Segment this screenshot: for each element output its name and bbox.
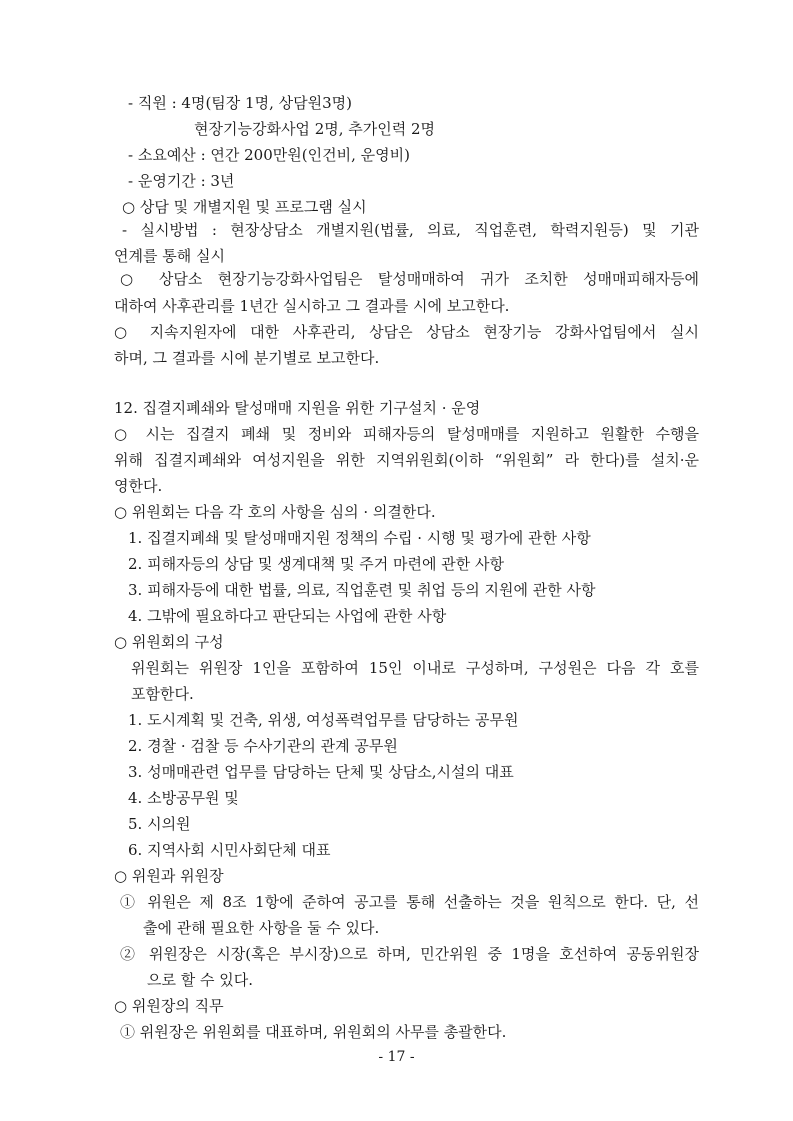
text-line: ○ 상담 및 개별지원 및 프로그램 실시 (122, 198, 367, 216)
list-item: 4. 그밖에 필요하다고 판단되는 사업에 관한 사항 (128, 607, 447, 625)
list-item: 3. 피해자등에 대한 법률, 의료, 직업훈련 및 취업 등의 지원에 관한 사항 (128, 581, 596, 599)
text-line: - 소요예산 : 연간 200만원(인건비, 운영비) (128, 146, 410, 164)
text-line: ○ 위원회의 구성 (114, 633, 224, 651)
text-line: 대하여 사후관리를 1년간 실시하고 그 결과를 시에 보고한다. (114, 297, 510, 315)
text-line: 영한다. (114, 477, 163, 495)
text-line: 으로 할 수 있다. (147, 971, 254, 989)
text-line: 위원회는 위원장 1인을 포함하여 15인 이내로 구성하며, 구성원은 다음 각 호를 (131, 659, 699, 677)
text-line: ② 위원장은 시장(혹은 부시장)으로 하며, 민간위원 중 1명을 호선하여 공동위원장 (120, 945, 699, 963)
text-line: - 실시방법 : 현장상담소 개별지원(법률, 의료, 직업훈련, 학력지원등) 및 기관 (122, 221, 699, 239)
text-line: ○ 위원과 위원장 (114, 867, 224, 885)
text-line: 하며, 그 결과를 시에 분기별로 보고한다. (114, 349, 380, 367)
text-line: ○ 상담소 현장기능강화사업팀은 탈성매매하여 귀가 조치한 성매매피해자등에 (120, 270, 699, 288)
text-line: ○ 위원장의 직무 (114, 997, 224, 1015)
text-line: 포함한다. (131, 685, 194, 703)
list-item: 4. 소방공무원 및 (128, 789, 239, 807)
text-line: - 운영기간 : 3년 (128, 172, 235, 190)
text-line: ○ 위원회는 다음 각 호의 사항을 심의 · 의결한다. (114, 503, 436, 521)
section-heading: 12. 집결지폐쇄와 탈성매매 지원을 위한 기구설치 · 운영 (114, 399, 481, 417)
list-item: 5. 시의원 (128, 815, 191, 833)
text-line: ○ 시는 집결지 폐쇄 및 정비와 피해자등의 탈성매매를 지원하고 원활한 수행을 (114, 425, 699, 443)
list-item: 2. 피해자등의 상담 및 생계대책 및 주거 마련에 관한 사항 (128, 555, 505, 573)
text-line: 출에 관해 필요한 사항을 둘 수 있다. (143, 919, 380, 937)
text-line: - 직원 : 4명(팀장 1명, 상담원3명) (128, 94, 352, 112)
list-item: 2. 경찰 · 검찰 등 수사기관의 관계 공무원 (128, 737, 398, 755)
list-item: 6. 지역사회 시민사회단체 대표 (128, 841, 331, 859)
text-line: 위해 집결지폐쇄와 여성지원을 위한 지역위원회(이하 “위원회” 라 한다)를 설치·운 (114, 451, 699, 469)
text-line: 연계를 통해 실시 (114, 247, 225, 265)
list-item: 1. 집결지폐쇄 및 탈성매매지원 정책의 수립 · 시행 및 평가에 관한 사항 (128, 529, 591, 547)
page-number: - 17 - (378, 1049, 415, 1065)
text-line: ① 위원은 제 8조 1항에 준하여 공고를 통해 선출하는 것을 원칙으로 한다. 단, 선 (120, 893, 699, 911)
list-item: 3. 성매매관련 업무를 담당하는 단체 및 상담소,시설의 대표 (128, 763, 514, 781)
text-line: 현장기능강화사업 2명, 추가인력 2명 (194, 120, 436, 138)
text-line: ○ 지속지원자에 대한 사후관리, 상담은 상담소 현장기능 강화사업팀에서 실시 (114, 323, 699, 341)
text-line: ① 위원장은 위원회를 대표하며, 위원회의 사무를 총괄한다. (120, 1023, 507, 1041)
list-item: 1. 도시계획 및 건축, 위생, 여성폭력업무를 담당하는 공무원 (128, 711, 519, 729)
